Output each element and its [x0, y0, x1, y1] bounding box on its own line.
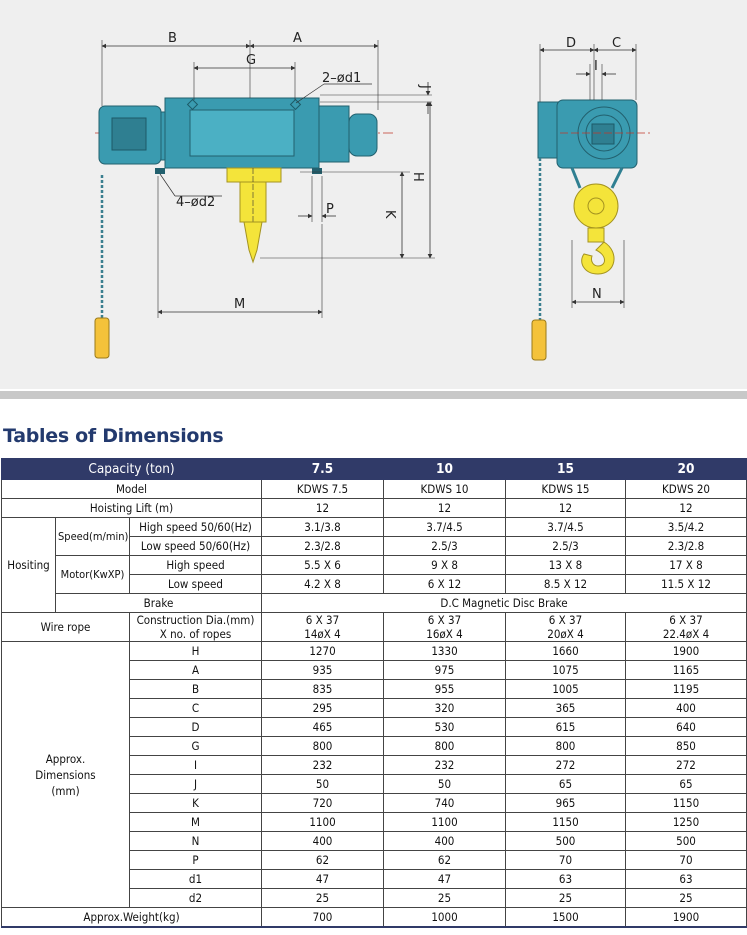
cell-value: 1500 [506, 908, 626, 928]
cell-value: 720 [262, 794, 384, 813]
wire-rope-cell [384, 613, 506, 642]
cell-value: 1195 [626, 680, 747, 699]
dimension-rows [2, 642, 747, 908]
hook-front [244, 222, 262, 262]
dimension-symbol: N [130, 832, 262, 851]
cell-value: 1000 [384, 908, 506, 928]
row-label: High speed 50/60(Hz) [130, 518, 262, 537]
wire-rope-cell [626, 613, 747, 642]
cell-value: 800 [262, 737, 384, 756]
capacity-value: 7.5 [262, 459, 384, 480]
side-plate [538, 102, 558, 158]
cell-value: 272 [506, 756, 626, 775]
label-d1: 2–ød1 [322, 71, 362, 86]
label-B: B [168, 31, 177, 46]
motor-left-cover [112, 118, 146, 150]
row-label: High speed [130, 556, 262, 575]
cell-value: 50 [384, 775, 506, 794]
cell-value: 12 [506, 499, 626, 518]
cell-value: 1900 [626, 908, 747, 928]
side-rope-right [612, 168, 622, 188]
construction-label: Construction Dia.(mm) [136, 613, 255, 627]
cell-value: 400 [384, 832, 506, 851]
dimensions-group-label [2, 642, 130, 908]
cell-value: 3.1/3.8 [262, 518, 384, 537]
dimension-symbol: B [130, 680, 262, 699]
hoisting-group-label: Hositing [2, 518, 56, 613]
cell-value: 4.2 X 8 [262, 575, 384, 594]
label-N: N [592, 287, 602, 302]
wire-rope-cell [506, 613, 626, 642]
cell-value: 1165 [626, 661, 747, 680]
cell-value: 11.5 X 12 [626, 575, 747, 594]
side-sheave-hub [588, 198, 604, 214]
cell-value: 850 [626, 737, 747, 756]
cell-value: 365 [506, 699, 626, 718]
cell-value: 20øX 4 [547, 627, 584, 641]
brake-value: D.C Magnetic Disc Brake [262, 594, 747, 613]
cell-value: 935 [262, 661, 384, 680]
dimensions-group-label-line: Approx. [45, 751, 86, 766]
cell-value: 835 [262, 680, 384, 699]
cell-value: 1100 [384, 813, 506, 832]
wire-rope-label: Wire rope [2, 613, 130, 642]
label-D: D [566, 36, 577, 51]
dimension-symbol: D [130, 718, 262, 737]
hoist-drawing-panel [0, 0, 747, 389]
cell-value: 1250 [626, 813, 747, 832]
motor-high-row [2, 556, 747, 575]
cell-value: 65 [506, 775, 626, 794]
cell-value: 615 [506, 718, 626, 737]
cell-value: 800 [384, 737, 506, 756]
wire-rope-row [2, 613, 747, 642]
cell-value: 6 X 37 [548, 613, 583, 627]
row-label: Model [2, 480, 262, 499]
cell-value: 47 [384, 870, 506, 889]
dimension-symbol: J [130, 775, 262, 794]
row-label: Hoisting Lift (m) [2, 499, 262, 518]
side-drum-hub [592, 124, 614, 144]
cell-value: 1075 [506, 661, 626, 680]
foot-left [155, 168, 165, 174]
d2-leader [160, 174, 175, 196]
capacity-value: 10 [384, 459, 506, 480]
cell-value: 70 [506, 851, 626, 870]
cell-value: 800 [506, 737, 626, 756]
cell-value: 47 [262, 870, 384, 889]
cell-value: 6 X 12 [384, 575, 506, 594]
cell-value: 62 [384, 851, 506, 870]
hoist-drawing [0, 0, 747, 389]
foot-right [312, 168, 322, 174]
cell-value: 6 X 37 [305, 613, 340, 627]
lift-row [2, 499, 747, 518]
label-M: M [234, 297, 246, 312]
speed-high-row [2, 518, 747, 537]
cell-value: 700 [262, 908, 384, 928]
label-C: C [612, 36, 622, 51]
cell-value: KDWS 10 [384, 480, 506, 499]
section-title: Tables of Dimensions [3, 425, 224, 447]
cell-value: 1270 [262, 642, 384, 661]
cell-value: 975 [384, 661, 506, 680]
cell-value: 955 [384, 680, 506, 699]
cell-value: 400 [626, 699, 747, 718]
brake-row [2, 594, 747, 613]
cell-value: 500 [626, 832, 747, 851]
cell-value: 6 X 37 [427, 613, 462, 627]
row-label: Brake [56, 594, 262, 613]
cell-value: 1900 [626, 642, 747, 661]
capacity-header: Capacity (ton) [2, 459, 262, 480]
label-K: K [382, 210, 397, 219]
cell-value: 1150 [506, 813, 626, 832]
dimension-symbol: d2 [130, 889, 262, 908]
cell-value: 70 [626, 851, 747, 870]
cell-value: 65 [626, 775, 747, 794]
cell-value: 232 [384, 756, 506, 775]
hook-block-top [227, 168, 281, 182]
cell-value: 62 [262, 851, 384, 870]
cell-value: 2.5/3 [384, 537, 506, 556]
motor-right [349, 114, 377, 156]
dimension-symbol: d1 [130, 870, 262, 889]
drawing-separator [0, 391, 747, 399]
cell-value: 3.7/4.5 [384, 518, 506, 537]
cell-value: 8.5 X 12 [506, 575, 626, 594]
side-hook [582, 242, 614, 274]
cell-value: 740 [384, 794, 506, 813]
cell-value: 1150 [626, 794, 747, 813]
side-hook-shank [588, 228, 604, 242]
cell-value: 14øX 4 [304, 627, 341, 641]
dimension-symbol: K [130, 794, 262, 813]
front-view [95, 31, 435, 358]
label-A: A [293, 31, 302, 46]
label-G: G [246, 53, 257, 68]
dimension-symbol: G [130, 737, 262, 756]
cell-value: 232 [262, 756, 384, 775]
cell-value: 2.3/2.8 [262, 537, 384, 556]
cell-value: 12 [262, 499, 384, 518]
cell-value: 640 [626, 718, 747, 737]
dimension-symbol: P [130, 851, 262, 870]
speed-group-label: Speed(m/min) [56, 518, 130, 556]
cell-value: 9 X 8 [384, 556, 506, 575]
cell-value: 965 [506, 794, 626, 813]
cell-value: 5.5 X 6 [262, 556, 384, 575]
cell-value: 12 [626, 499, 747, 518]
cell-value: 2.5/3 [506, 537, 626, 556]
dimensions-group-label-line: (mm) [51, 783, 80, 798]
label-P: P [326, 202, 334, 217]
label-H: H [410, 172, 425, 182]
cell-value: 12 [384, 499, 506, 518]
cell-value: 465 [262, 718, 384, 737]
cell-value: 25 [262, 889, 384, 908]
side-pendant-control [532, 320, 546, 360]
dimension-symbol: C [130, 699, 262, 718]
label-J: J [417, 85, 432, 89]
dimension-row [2, 642, 747, 661]
wire-rope-cell [262, 613, 384, 642]
header-row [2, 459, 747, 480]
cell-value: 3.5/4.2 [626, 518, 747, 537]
label-d2: 4–ød2 [176, 195, 216, 210]
cell-value: 1005 [506, 680, 626, 699]
cell-value: 3.7/4.5 [506, 518, 626, 537]
cell-value: 13 X 8 [506, 556, 626, 575]
cell-value: 272 [626, 756, 747, 775]
cell-value: 6 X 37 [669, 613, 703, 627]
motor-group-label: Motor(KwXP) [56, 556, 130, 594]
dimension-symbol: M [130, 813, 262, 832]
cell-value: 295 [262, 699, 384, 718]
drum-panel [190, 110, 294, 156]
side-rope-left [572, 168, 580, 188]
model-row [2, 480, 747, 499]
row-label: Low speed 50/60(Hz) [130, 537, 262, 556]
weight-row [2, 908, 747, 928]
dimension-symbol: H [130, 642, 262, 661]
cell-value: 17 X 8 [626, 556, 747, 575]
cell-value: 16øX 4 [426, 627, 463, 641]
cell-value: 1100 [262, 813, 384, 832]
cell-value: 500 [506, 832, 626, 851]
cell-value: KDWS 20 [626, 480, 747, 499]
dimensions-group-label-line: Dimensions [35, 767, 96, 782]
cell-value: 320 [384, 699, 506, 718]
label-I: I [594, 59, 598, 74]
cell-value: KDWS 15 [506, 480, 626, 499]
cell-value: 22.4øX 4 [662, 627, 710, 641]
row-label: Low speed [130, 575, 262, 594]
cell-value: 50 [262, 775, 384, 794]
cell-value: 63 [506, 870, 626, 889]
cell-value: 530 [384, 718, 506, 737]
ropes-label: X no. of ropes [159, 627, 232, 641]
row-label: Approx.Weight(kg) [2, 908, 262, 928]
cell-value: 400 [262, 832, 384, 851]
pendant-control [95, 318, 109, 358]
wire-rope-sub-label [130, 613, 262, 642]
capacity-value: 15 [506, 459, 626, 480]
cell-value: 1330 [384, 642, 506, 661]
gearbox [319, 106, 349, 162]
cell-value: 25 [506, 889, 626, 908]
capacity-value: 20 [626, 459, 747, 480]
dimension-symbol: A [130, 661, 262, 680]
cell-value: KDWS 7.5 [262, 480, 384, 499]
side-view [532, 36, 650, 360]
cell-value: 25 [626, 889, 747, 908]
dimensions-table [1, 458, 747, 928]
cell-value: 2.3/2.8 [626, 537, 747, 556]
cell-value: 63 [626, 870, 747, 889]
cell-value: 1660 [506, 642, 626, 661]
dimension-symbol: I [130, 756, 262, 775]
cell-value: 25 [384, 889, 506, 908]
